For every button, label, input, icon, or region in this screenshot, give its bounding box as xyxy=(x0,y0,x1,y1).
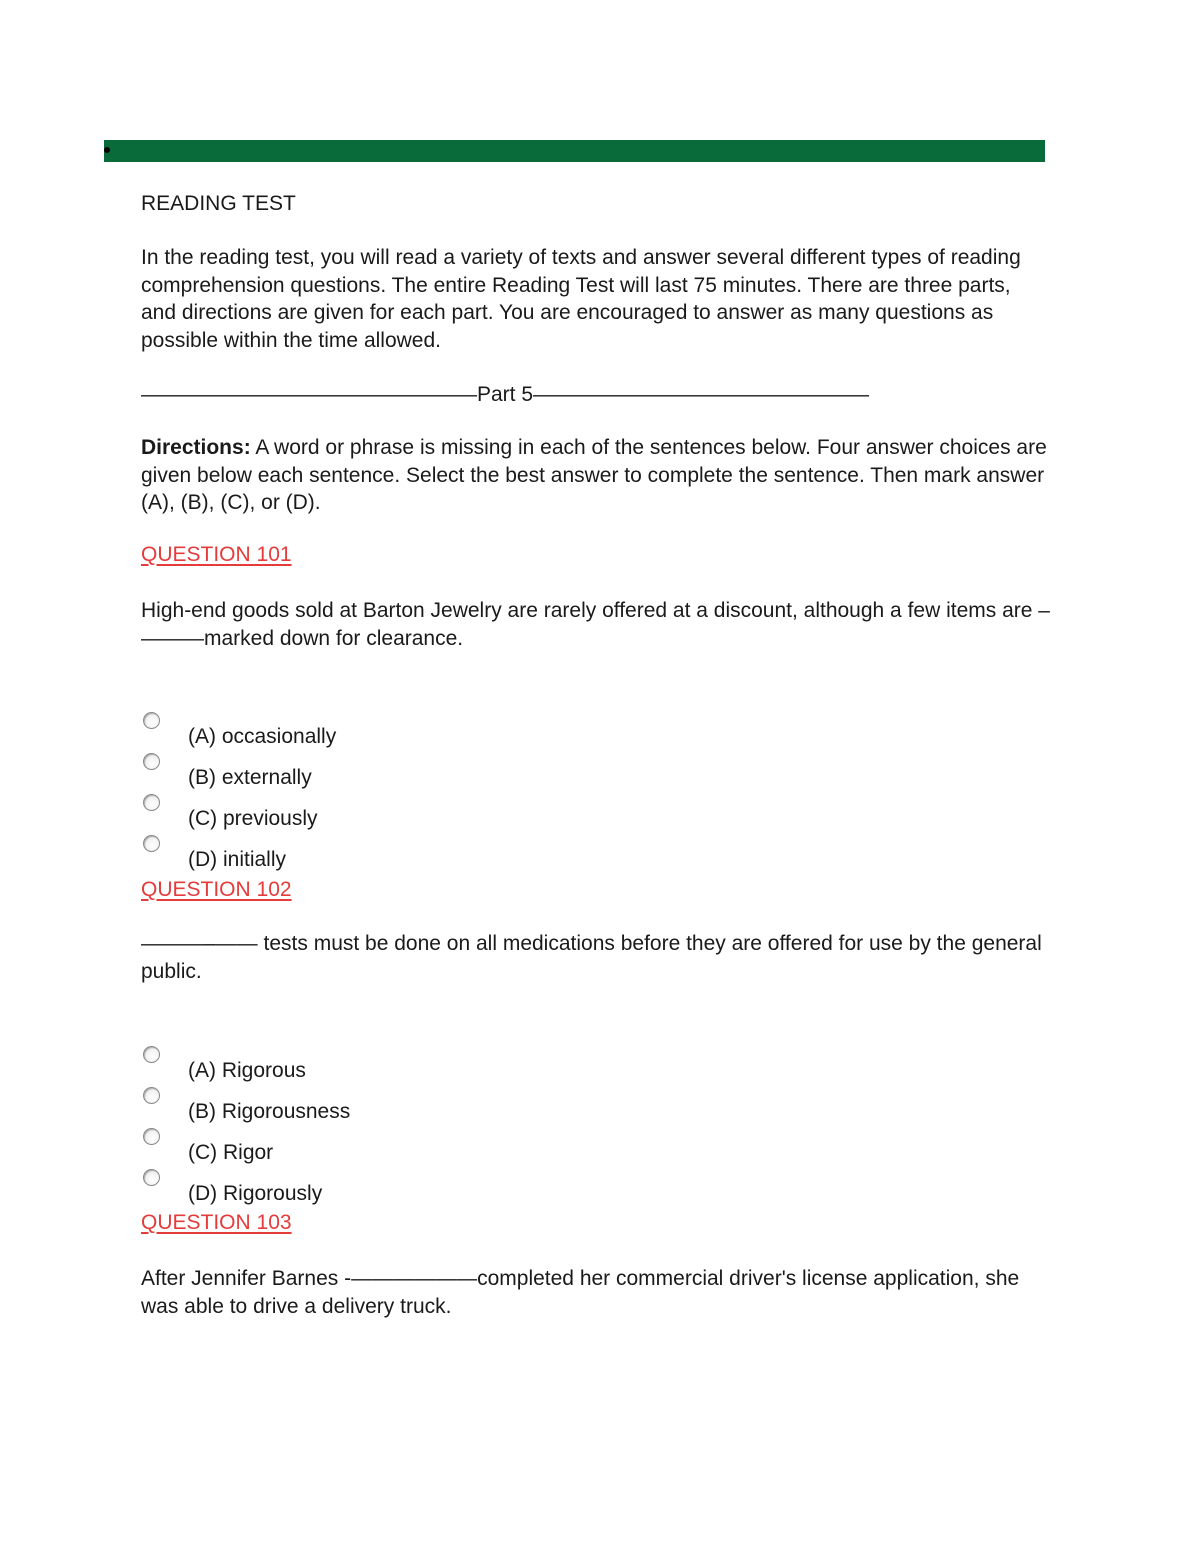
radio-button[interactable] xyxy=(143,1087,160,1104)
option-label: (A) Rigorous xyxy=(188,1059,306,1082)
option-label: (B) Rigorousness xyxy=(188,1100,351,1123)
question-102-title[interactable]: QUESTION 102 xyxy=(141,878,292,901)
option-label: (C) Rigor xyxy=(188,1141,274,1164)
option-label: (C) previously xyxy=(188,807,318,830)
directions-paragraph xyxy=(141,434,1051,517)
question-101-option-d[interactable] xyxy=(143,835,287,871)
radio-button[interactable] xyxy=(143,1128,160,1145)
option-label: (D) initially xyxy=(188,848,287,871)
page-title: READING TEST xyxy=(141,192,296,215)
intro-paragraph: In the reading test, you will read a variety of texts and answer several different types of reading comprehension questions. The entire Reading Test will last 75 minutes. There are three parts, and directions are given for each part. You are encouraged to answer as many questions as possible within the time allowed. xyxy=(141,246,1021,352)
radio-button[interactable] xyxy=(143,835,160,852)
question-101-text: High-end goods sold at Barton Jewelry are rarely offered at a discount, although a few items are –———marked down for clearance. xyxy=(141,599,1050,650)
question-101-option-a[interactable] xyxy=(143,712,337,748)
radio-button[interactable] xyxy=(143,712,160,729)
question-102-option-c[interactable] xyxy=(143,1128,274,1164)
question-102-text: ———–—— tests must be done on all medications before they are offered for use by the general public. xyxy=(141,932,1042,983)
question-102-option-d[interactable] xyxy=(143,1169,323,1205)
directions-label: Directions: xyxy=(141,436,251,459)
question-102-option-a[interactable] xyxy=(143,1046,306,1082)
option-label: (D) Rigorously xyxy=(188,1182,323,1205)
part-divider: ————————————————Part 5———————————————— xyxy=(141,383,870,406)
question-101-option-c[interactable] xyxy=(143,794,318,830)
header-banner xyxy=(104,140,1045,162)
question-103-text: After Jennifer Barnes -——————completed her commercial driver's license application, she was able to drive a delivery truck. xyxy=(141,1267,1020,1318)
question-101-title[interactable]: QUESTION 101 xyxy=(141,543,292,566)
option-label: (A) occasionally xyxy=(188,725,337,748)
question-102-option-b[interactable] xyxy=(143,1087,351,1123)
directions-text: A word or phrase is missing in each of the sentences below. Four answer choices are given below each sentence. Select the best answer to complete the sentence. Then mark answer (A), (B), (C), or (D). xyxy=(141,436,1047,514)
question-101-option-b[interactable] xyxy=(143,753,312,789)
radio-button[interactable] xyxy=(143,794,160,811)
radio-button[interactable] xyxy=(143,1046,160,1063)
question-103-title[interactable]: QUESTION 103 xyxy=(141,1211,292,1234)
radio-button[interactable] xyxy=(143,753,160,770)
bullet-icon xyxy=(104,147,110,153)
radio-button[interactable] xyxy=(143,1169,160,1186)
option-label: (B) externally xyxy=(188,766,312,789)
